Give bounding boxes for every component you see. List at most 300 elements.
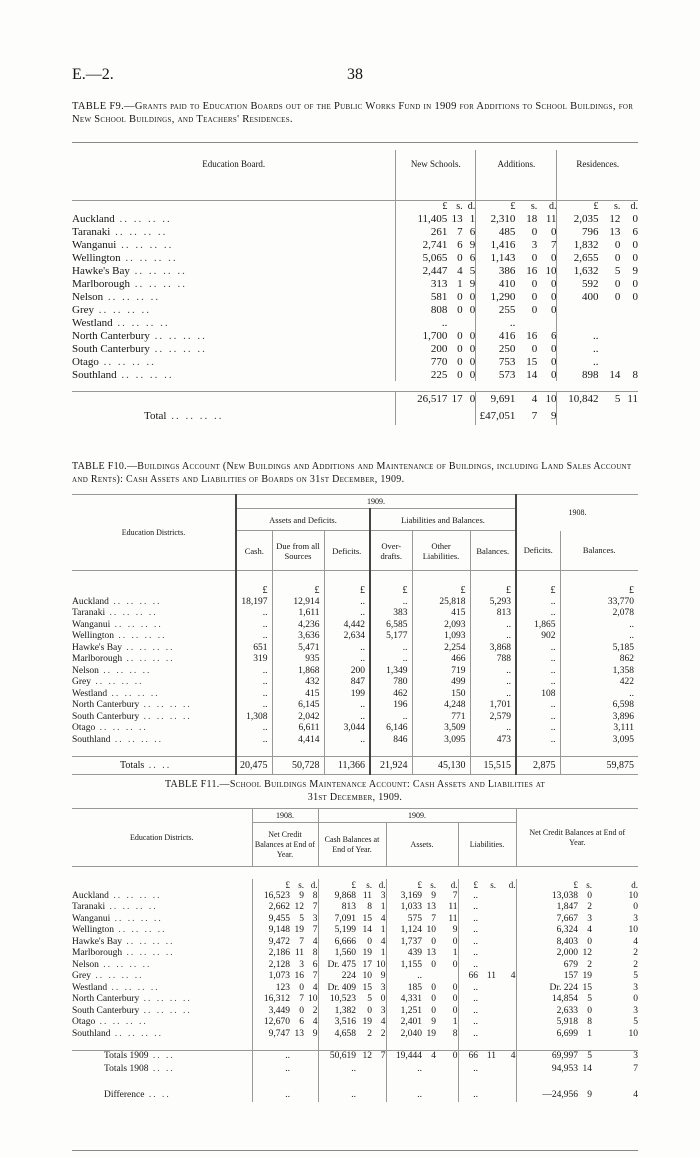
table-row	[72, 355, 638, 368]
cell: ..	[557, 329, 599, 342]
row-label-text: Totals 1909	[104, 1051, 149, 1062]
cell: 4	[380, 913, 386, 924]
row-label	[72, 914, 252, 926]
row-label	[72, 238, 396, 251]
cell: 770	[396, 355, 447, 368]
cell: 1,701	[470, 700, 516, 712]
unit-label: s.	[586, 879, 592, 890]
cell: 415	[412, 608, 470, 620]
spacer	[72, 1040, 252, 1050]
cell	[304, 1063, 318, 1076]
cell: 4,442	[324, 620, 370, 632]
cell: 0	[452, 994, 458, 1005]
unit-label: s.	[490, 879, 496, 890]
row-label	[72, 303, 396, 316]
cell: 12,914	[272, 597, 324, 609]
cell: 4	[633, 936, 638, 947]
cell: 3,095	[412, 735, 470, 747]
leader-dots: .. .. .. ..	[98, 355, 156, 368]
cell: 7	[312, 925, 318, 936]
subtotal-cell: 4	[531, 393, 538, 406]
district-name: Wellington	[72, 925, 114, 936]
table-row	[72, 971, 638, 983]
spacer	[578, 1076, 592, 1088]
spacer	[422, 1040, 436, 1050]
cell: 18,197	[236, 597, 272, 609]
cell: 5	[587, 1051, 592, 1062]
cell: 13	[294, 1028, 304, 1039]
cell: 2,401	[386, 1017, 422, 1029]
district-name: Otago	[72, 723, 96, 734]
cell: 255	[476, 303, 516, 316]
cell: 13	[609, 225, 621, 238]
district-name: Wanganui	[72, 913, 111, 924]
cell: ..	[458, 1088, 478, 1102]
col-header-deficits-1908: Deficits.	[516, 531, 560, 571]
spacer	[620, 407, 638, 425]
table-row	[72, 1006, 638, 1018]
cell: 1,093	[412, 631, 470, 643]
cell: ..	[458, 914, 478, 926]
totals-cell: 20,475	[236, 756, 272, 774]
cell: 0	[457, 303, 463, 316]
cell: 592	[557, 277, 599, 290]
cell: 11	[448, 913, 458, 924]
district-name: Westland	[72, 316, 113, 329]
cell: 13,038	[516, 891, 578, 903]
totals-label-text: Totals	[120, 759, 145, 771]
cell: 679	[516, 960, 578, 972]
cell	[290, 1050, 304, 1063]
spacer	[516, 571, 560, 585]
table-row	[72, 631, 638, 643]
cell	[436, 971, 458, 983]
unit-label: s.	[614, 200, 621, 212]
cell: 12	[362, 1051, 372, 1062]
district-name: Nelson	[72, 665, 99, 676]
cell: 1,382	[318, 1006, 356, 1018]
cell: 5,471	[272, 643, 324, 655]
total-row	[72, 407, 638, 425]
cell: 11	[486, 971, 496, 982]
cell: ..	[516, 677, 560, 689]
cell	[496, 937, 516, 949]
cell: 5,065	[396, 251, 447, 264]
leader-dots: .. .. .. ..	[122, 642, 175, 653]
spacer	[324, 571, 370, 585]
cell: 788	[470, 654, 516, 666]
cell: ..	[557, 355, 599, 368]
totals-cell: 15,515	[470, 756, 516, 774]
unit-label: £	[516, 585, 560, 597]
cell: 199	[324, 689, 370, 701]
cell	[447, 316, 462, 329]
cell: 0	[457, 251, 463, 264]
cell	[599, 355, 621, 368]
cell	[620, 316, 638, 329]
unit-label: d.	[508, 879, 516, 890]
table-row	[72, 700, 638, 712]
cell: 3,516	[318, 1017, 356, 1029]
cell: 7	[299, 994, 304, 1005]
district-name: Westland	[72, 688, 108, 699]
cell	[478, 891, 496, 903]
cell: ..	[324, 597, 370, 609]
cell: 0	[550, 368, 557, 381]
cell: 7,091	[318, 914, 356, 926]
cell: ..	[458, 960, 478, 972]
cell	[478, 1029, 496, 1041]
cell: 0	[587, 936, 592, 947]
cell: ..	[396, 316, 447, 329]
cell: 4,236	[272, 620, 324, 632]
cell: 1,700	[396, 329, 447, 342]
cell: ..	[470, 723, 516, 735]
district-name: Taranaki	[72, 225, 111, 238]
cell: 0	[587, 1005, 592, 1016]
cell: 5	[614, 264, 621, 277]
cell: 6	[457, 238, 463, 251]
spacer	[447, 407, 462, 425]
table-row	[72, 290, 638, 303]
cell	[356, 1088, 372, 1102]
totals-cell: 11,366	[324, 756, 370, 774]
cell	[478, 1006, 496, 1018]
cell	[620, 355, 638, 368]
cell: 3	[531, 238, 538, 251]
subtotal-cell: 0	[469, 393, 476, 406]
spacer	[496, 1076, 516, 1088]
cell: 5	[299, 913, 304, 924]
cell: 2	[587, 902, 592, 913]
cell: 10	[376, 959, 386, 970]
cell: 4,414	[272, 735, 324, 747]
cell: 6	[550, 329, 557, 342]
cell: 2,254	[412, 643, 470, 655]
cell: ..	[476, 316, 516, 329]
cell: 5	[367, 994, 372, 1005]
cell: 2,579	[470, 712, 516, 724]
cell: ..	[324, 654, 370, 666]
leader-dots: .. .. .. ..	[149, 329, 207, 342]
table-row	[72, 994, 638, 1006]
cell: ..	[458, 1017, 478, 1029]
row-label	[72, 620, 236, 632]
table-row	[72, 303, 638, 316]
spacer	[72, 1076, 252, 1088]
cell: ..	[324, 608, 370, 620]
spacer	[236, 746, 272, 756]
cell: 19	[294, 925, 304, 936]
cell	[436, 1063, 458, 1076]
cell: 0	[367, 936, 372, 947]
cell: 0	[469, 368, 476, 381]
cell: 0	[380, 994, 386, 1005]
row-label	[72, 925, 252, 937]
cell: 6	[312, 959, 318, 970]
cell: ..	[370, 712, 412, 724]
cell: 7	[312, 902, 318, 913]
row-label	[72, 983, 252, 995]
cell: ..	[370, 597, 412, 609]
cell: 2,634	[324, 631, 370, 643]
cell: 14,854	[516, 994, 578, 1006]
cell: 9,148	[252, 925, 290, 937]
cell: 7	[550, 238, 557, 251]
subtotal-cell: 11	[627, 393, 638, 406]
cell: 3	[633, 982, 638, 993]
cell: ..	[252, 1063, 290, 1076]
cell: 7	[457, 225, 463, 238]
cell: 6	[299, 1017, 304, 1028]
cell: 10	[308, 994, 318, 1005]
cell: 13	[426, 948, 436, 959]
cell: 2,035	[557, 212, 599, 225]
cell: 50,619	[318, 1050, 356, 1063]
cell	[620, 329, 638, 342]
row-label	[72, 902, 252, 914]
row-label	[72, 608, 236, 620]
cell: 0	[469, 290, 476, 303]
col-header-cash-balances: Cash Balances at End of Year.	[318, 823, 386, 867]
table-row	[72, 666, 638, 678]
cell: 0	[633, 994, 638, 1005]
total-cell: 9	[550, 410, 557, 422]
cell: 0	[531, 303, 538, 316]
cell: 1,124	[386, 925, 422, 937]
cell: ..	[236, 666, 272, 678]
cell: 6,699	[516, 1029, 578, 1041]
cell	[436, 1088, 458, 1102]
col-header-residences: Residences.	[557, 150, 638, 178]
spacer	[324, 746, 370, 756]
cell: 9	[431, 1017, 436, 1028]
col-header-cash: Cash.	[236, 531, 272, 571]
cell: 0	[550, 277, 557, 290]
document-reference: E.—2.	[72, 66, 114, 83]
cell: ..	[470, 620, 516, 632]
cell: 813	[470, 608, 516, 620]
table-row	[72, 689, 638, 701]
table-row	[72, 251, 638, 264]
table-row	[72, 937, 638, 949]
unit-label: s.	[530, 200, 538, 212]
cell: 13	[426, 902, 436, 913]
unit-label: d.	[450, 879, 458, 890]
leader-dots: .. .. .. ..	[105, 608, 158, 619]
cell	[496, 1088, 516, 1102]
table-f10	[72, 494, 638, 775]
cell: 1,865	[516, 620, 560, 632]
table-f11-title-line1: TABLE F11.—School Buildings Maintenance Account: Cash Assets and Liabilities at	[164, 779, 546, 790]
cell: 416	[476, 329, 516, 342]
cell: 150	[412, 689, 470, 701]
unit-label: £	[386, 879, 422, 891]
table-row	[72, 654, 638, 666]
cell: 3	[633, 1051, 638, 1062]
cell: 0	[431, 1005, 436, 1016]
leader-dots: .. .. .. ..	[108, 890, 162, 901]
cell: 19	[426, 1028, 436, 1039]
cell: ..	[470, 666, 516, 678]
cell: 9	[469, 277, 476, 290]
district-name: Wellington	[72, 251, 121, 264]
col-header-net-credit-1909: Net Credit Balances at End of Year.	[516, 809, 638, 867]
cell: 1	[452, 1017, 458, 1028]
row-label	[72, 264, 396, 277]
district-name: Westland	[72, 982, 108, 993]
difference-row	[72, 1088, 638, 1102]
cell: ..	[470, 677, 516, 689]
cell	[478, 960, 496, 972]
cell: 12	[582, 948, 592, 959]
cell: 19	[362, 1017, 372, 1028]
spacer-row	[72, 1040, 638, 1050]
cell: 7	[431, 913, 436, 924]
cell: ..	[516, 735, 560, 747]
cell: 2	[380, 1028, 386, 1039]
cell: 200	[324, 666, 370, 678]
cell: 0	[633, 902, 638, 913]
row-label	[72, 666, 236, 678]
unit-label: £	[516, 879, 578, 891]
unit-label: d.	[630, 200, 638, 212]
cell: 1	[452, 948, 458, 959]
totals-1908-row	[72, 1063, 638, 1076]
cell: ..	[252, 1050, 290, 1063]
spacer	[478, 1040, 496, 1050]
leader-dots: .. .. .. ..	[95, 1017, 148, 1028]
cell: ..	[516, 723, 560, 735]
table-row	[72, 264, 638, 277]
cell: 780	[370, 677, 412, 689]
cell: 651	[236, 643, 272, 655]
district-name: Southland	[72, 368, 117, 381]
table-row	[72, 342, 638, 355]
cell: 313	[396, 277, 447, 290]
unit-label: s.	[298, 879, 304, 890]
row-label	[72, 631, 236, 643]
spacer	[599, 407, 621, 425]
divider	[72, 142, 638, 143]
table-row	[72, 983, 638, 995]
cell: 3,896	[560, 712, 638, 724]
row-label	[72, 342, 396, 355]
cell: 12,670	[252, 1017, 290, 1029]
table-f11-title-line2: 31st December, 1909.	[307, 792, 403, 803]
cell	[290, 1088, 304, 1102]
cell: ..	[318, 1088, 356, 1102]
spacer	[560, 746, 638, 756]
district-name: Grey	[72, 303, 94, 316]
cell	[478, 948, 496, 960]
page-number: 38	[347, 66, 363, 83]
cell: 9	[452, 925, 458, 936]
cell: 7	[380, 1051, 386, 1062]
cell: 3	[380, 890, 386, 901]
cell: ..	[386, 1063, 422, 1076]
unit-label: £	[272, 585, 324, 597]
leader-dots: .. .. .. ..	[122, 948, 175, 959]
leader-dots: .. .. .. ..	[91, 677, 144, 688]
district-name: Marlborough	[72, 948, 123, 959]
spacer	[318, 1076, 356, 1088]
cell	[478, 925, 496, 937]
cell: 4	[431, 1051, 436, 1062]
spacer	[422, 1076, 436, 1088]
cell	[422, 1063, 436, 1076]
cell: 1	[469, 212, 476, 225]
row-label	[72, 225, 396, 238]
cell: 3	[380, 1005, 386, 1016]
cell: 7	[452, 890, 458, 901]
totals-label	[72, 756, 236, 774]
district-name: Taranaki	[72, 902, 106, 913]
cell	[372, 1088, 386, 1102]
cell: ..	[470, 631, 516, 643]
cell: 6,611	[272, 723, 324, 735]
total-label	[72, 407, 396, 425]
spacer	[236, 571, 272, 585]
cell: ..	[560, 689, 638, 701]
row-label	[72, 368, 396, 381]
unit-label: d.	[310, 879, 318, 890]
subtotal-cell: 10	[545, 393, 557, 406]
col-header-balances-1908: Balances.	[560, 531, 638, 571]
cell: 0	[531, 290, 538, 303]
cell: 0	[614, 277, 621, 290]
cell: ..	[458, 1029, 478, 1041]
cell: 4	[380, 1017, 386, 1028]
leader-dots: .. .. .. ..	[113, 631, 167, 642]
cell: 9,472	[252, 937, 290, 949]
cell: 15	[362, 913, 372, 924]
cell: 10	[545, 264, 557, 277]
spacer	[72, 200, 396, 212]
cell	[478, 937, 496, 949]
cell: 1	[380, 948, 386, 959]
cell: 462	[370, 689, 412, 701]
table-f11	[72, 808, 638, 1102]
cell: Dr. 409	[318, 983, 356, 995]
spacer	[436, 1040, 458, 1050]
spacer	[436, 1076, 458, 1088]
cell: 4	[633, 1089, 638, 1100]
cell: 0	[550, 290, 557, 303]
cell	[496, 891, 516, 903]
cell: 0	[299, 982, 304, 993]
district-name: North Canterbury	[72, 994, 140, 1005]
cell: 0	[632, 251, 638, 264]
cell: 0	[550, 225, 557, 238]
cell: 2,741	[396, 238, 447, 251]
cell: 0	[550, 303, 557, 316]
district-name: Grey	[72, 971, 91, 982]
cell: 1,847	[516, 902, 578, 914]
table-row	[72, 712, 638, 724]
row-label	[72, 251, 396, 264]
table-row	[72, 902, 638, 914]
cell: 11	[545, 212, 557, 225]
leader-dots: .. .. .. ..	[114, 212, 172, 225]
total-cell: £47,051	[476, 407, 516, 425]
cell: 846	[370, 735, 412, 747]
cell: Dr. 224	[516, 983, 578, 995]
cell	[496, 902, 516, 914]
spacer	[463, 407, 476, 425]
cell: 94,953	[516, 1063, 578, 1076]
leader-dots: .. .. .. ..	[98, 959, 152, 970]
